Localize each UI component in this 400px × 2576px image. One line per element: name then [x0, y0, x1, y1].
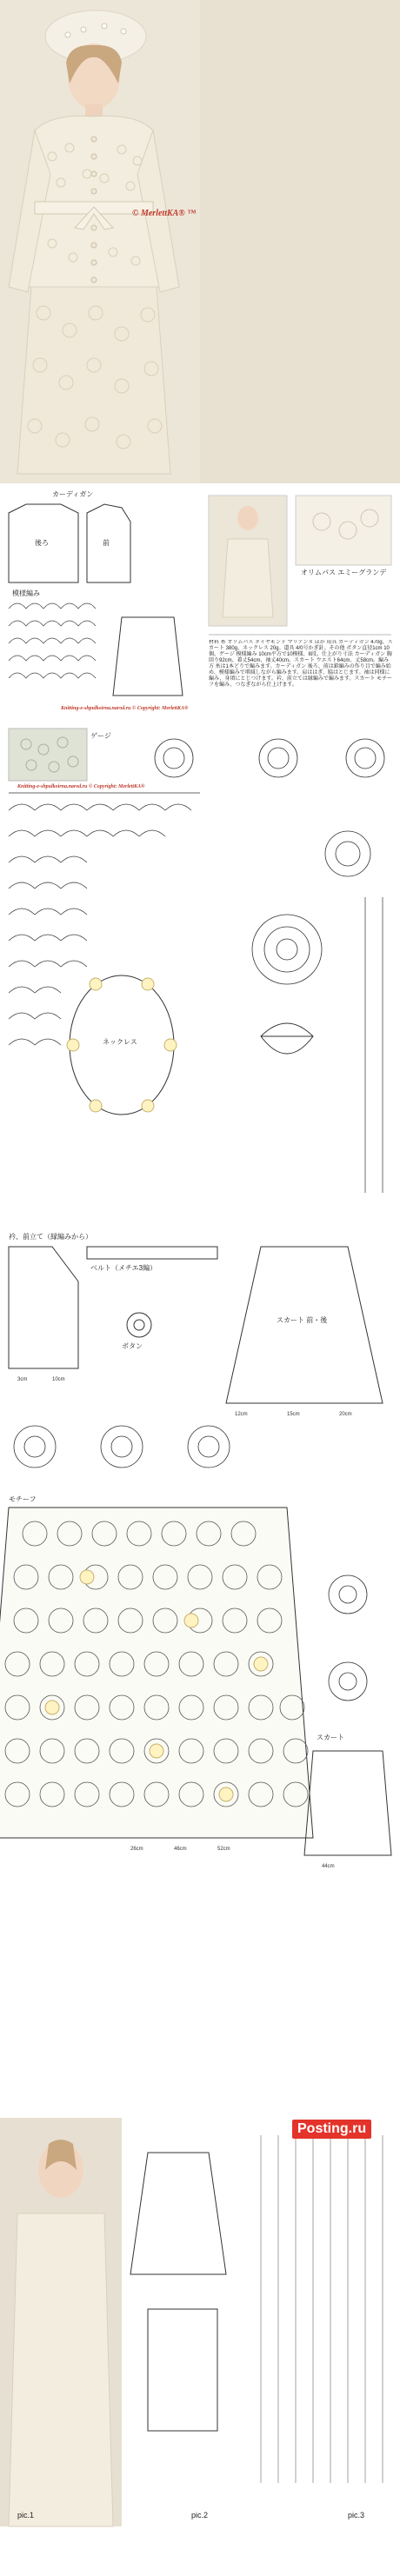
model-photo-illustration [0, 0, 400, 483]
back-label: 後ろ [35, 539, 49, 547]
pattern-page-1 [0, 487, 400, 722]
pattern-page-2-diagrams [0, 723, 400, 1228]
motif-label: モチーフ [9, 1495, 37, 1503]
posting-logo-text: Posting [297, 2121, 349, 2136]
button-label: ボタン [122, 1342, 143, 1350]
measurement-2: 10cm [52, 1377, 65, 1382]
belt-label: ベルト（メチエ3編） [90, 1264, 157, 1272]
measurement-6: 26cm [130, 1847, 143, 1852]
knitting-blog-note-1: Knitting-e-shpulkoirna.narod.ru © Copyright: MerlettKA® [61, 706, 189, 711]
pattern-label: 模様編み [12, 589, 40, 597]
front-label: 前 [103, 539, 110, 547]
measurement-8: 46cm [174, 1847, 187, 1852]
skirt-front-label: スカート 前・後 [277, 1316, 328, 1324]
pic-label-2: pic.2 [191, 2511, 209, 2519]
bottom-strip-illustration [0, 2118, 400, 2535]
sample-caption: ゲージ [90, 732, 111, 740]
model-photo-panel [0, 0, 400, 483]
front-assembly-label: 衿、前立て（縁編みから） [9, 1233, 92, 1241]
measurement-5: 20cm [339, 1412, 352, 1417]
measurement-9: 52cm [217, 1847, 230, 1852]
measurement-7: 44cm [322, 1864, 335, 1869]
watermark-main: © MerlettKA® ™ [132, 209, 197, 218]
knitting-blog-note-2: Knitting-e-shpulkoirna.narod.ru © Copyright: MerlettKA® [17, 784, 145, 789]
posting-logo-suffix: .ru [348, 2121, 367, 2136]
pattern-page-3 [0, 1229, 400, 2116]
pattern-page-2 [0, 723, 400, 1228]
bottom-strip [0, 2118, 400, 2535]
skirt-label: スカート [317, 1734, 344, 1741]
posting-logo [292, 2120, 371, 2139]
pic-label-3: pic.3 [348, 2511, 365, 2519]
pic-label-1: pic.1 [17, 2511, 35, 2519]
necklace-label: ネックレス [103, 1038, 137, 1046]
measurement-1: 3cm [17, 1377, 28, 1382]
cardigan-label: カーディガン [52, 490, 94, 498]
measurement-4: 15cm [287, 1412, 300, 1417]
instructions-text: 材料 糸 オリムパス ダイヤモンド マリアンヌ ほか 用具 カーディガン 470g、スカート 380g、ネックレス 20g。道具 4/0号かぎ針。その他 ボタン直径1cm 10個。ゲージ 模様編み 10cm平方で10模様、8段。仕上がり寸法 カーディガン 胸回り92cm、着丈54cm、袖丈40cm。スカート ウエスト64cm、丈58cm。編み方 糸は1本どりで編みます。カーディガン 後ろ、前は鎖編みの作り目で編み始め、模様編みで増減しながら編みます。肩ははぎ、脇はとじます。袖は同様に編み、身頃にとじつけます。衿、前立ては縁編みで編みます。スカート モチーフを編み、つなぎながら仕上げます。 [209, 640, 393, 688]
yarn-caption: オリムパス エミーグランデ [301, 569, 387, 576]
pattern-page-3-diagrams [0, 1229, 400, 2116]
measurement-3: 12cm [235, 1412, 248, 1417]
